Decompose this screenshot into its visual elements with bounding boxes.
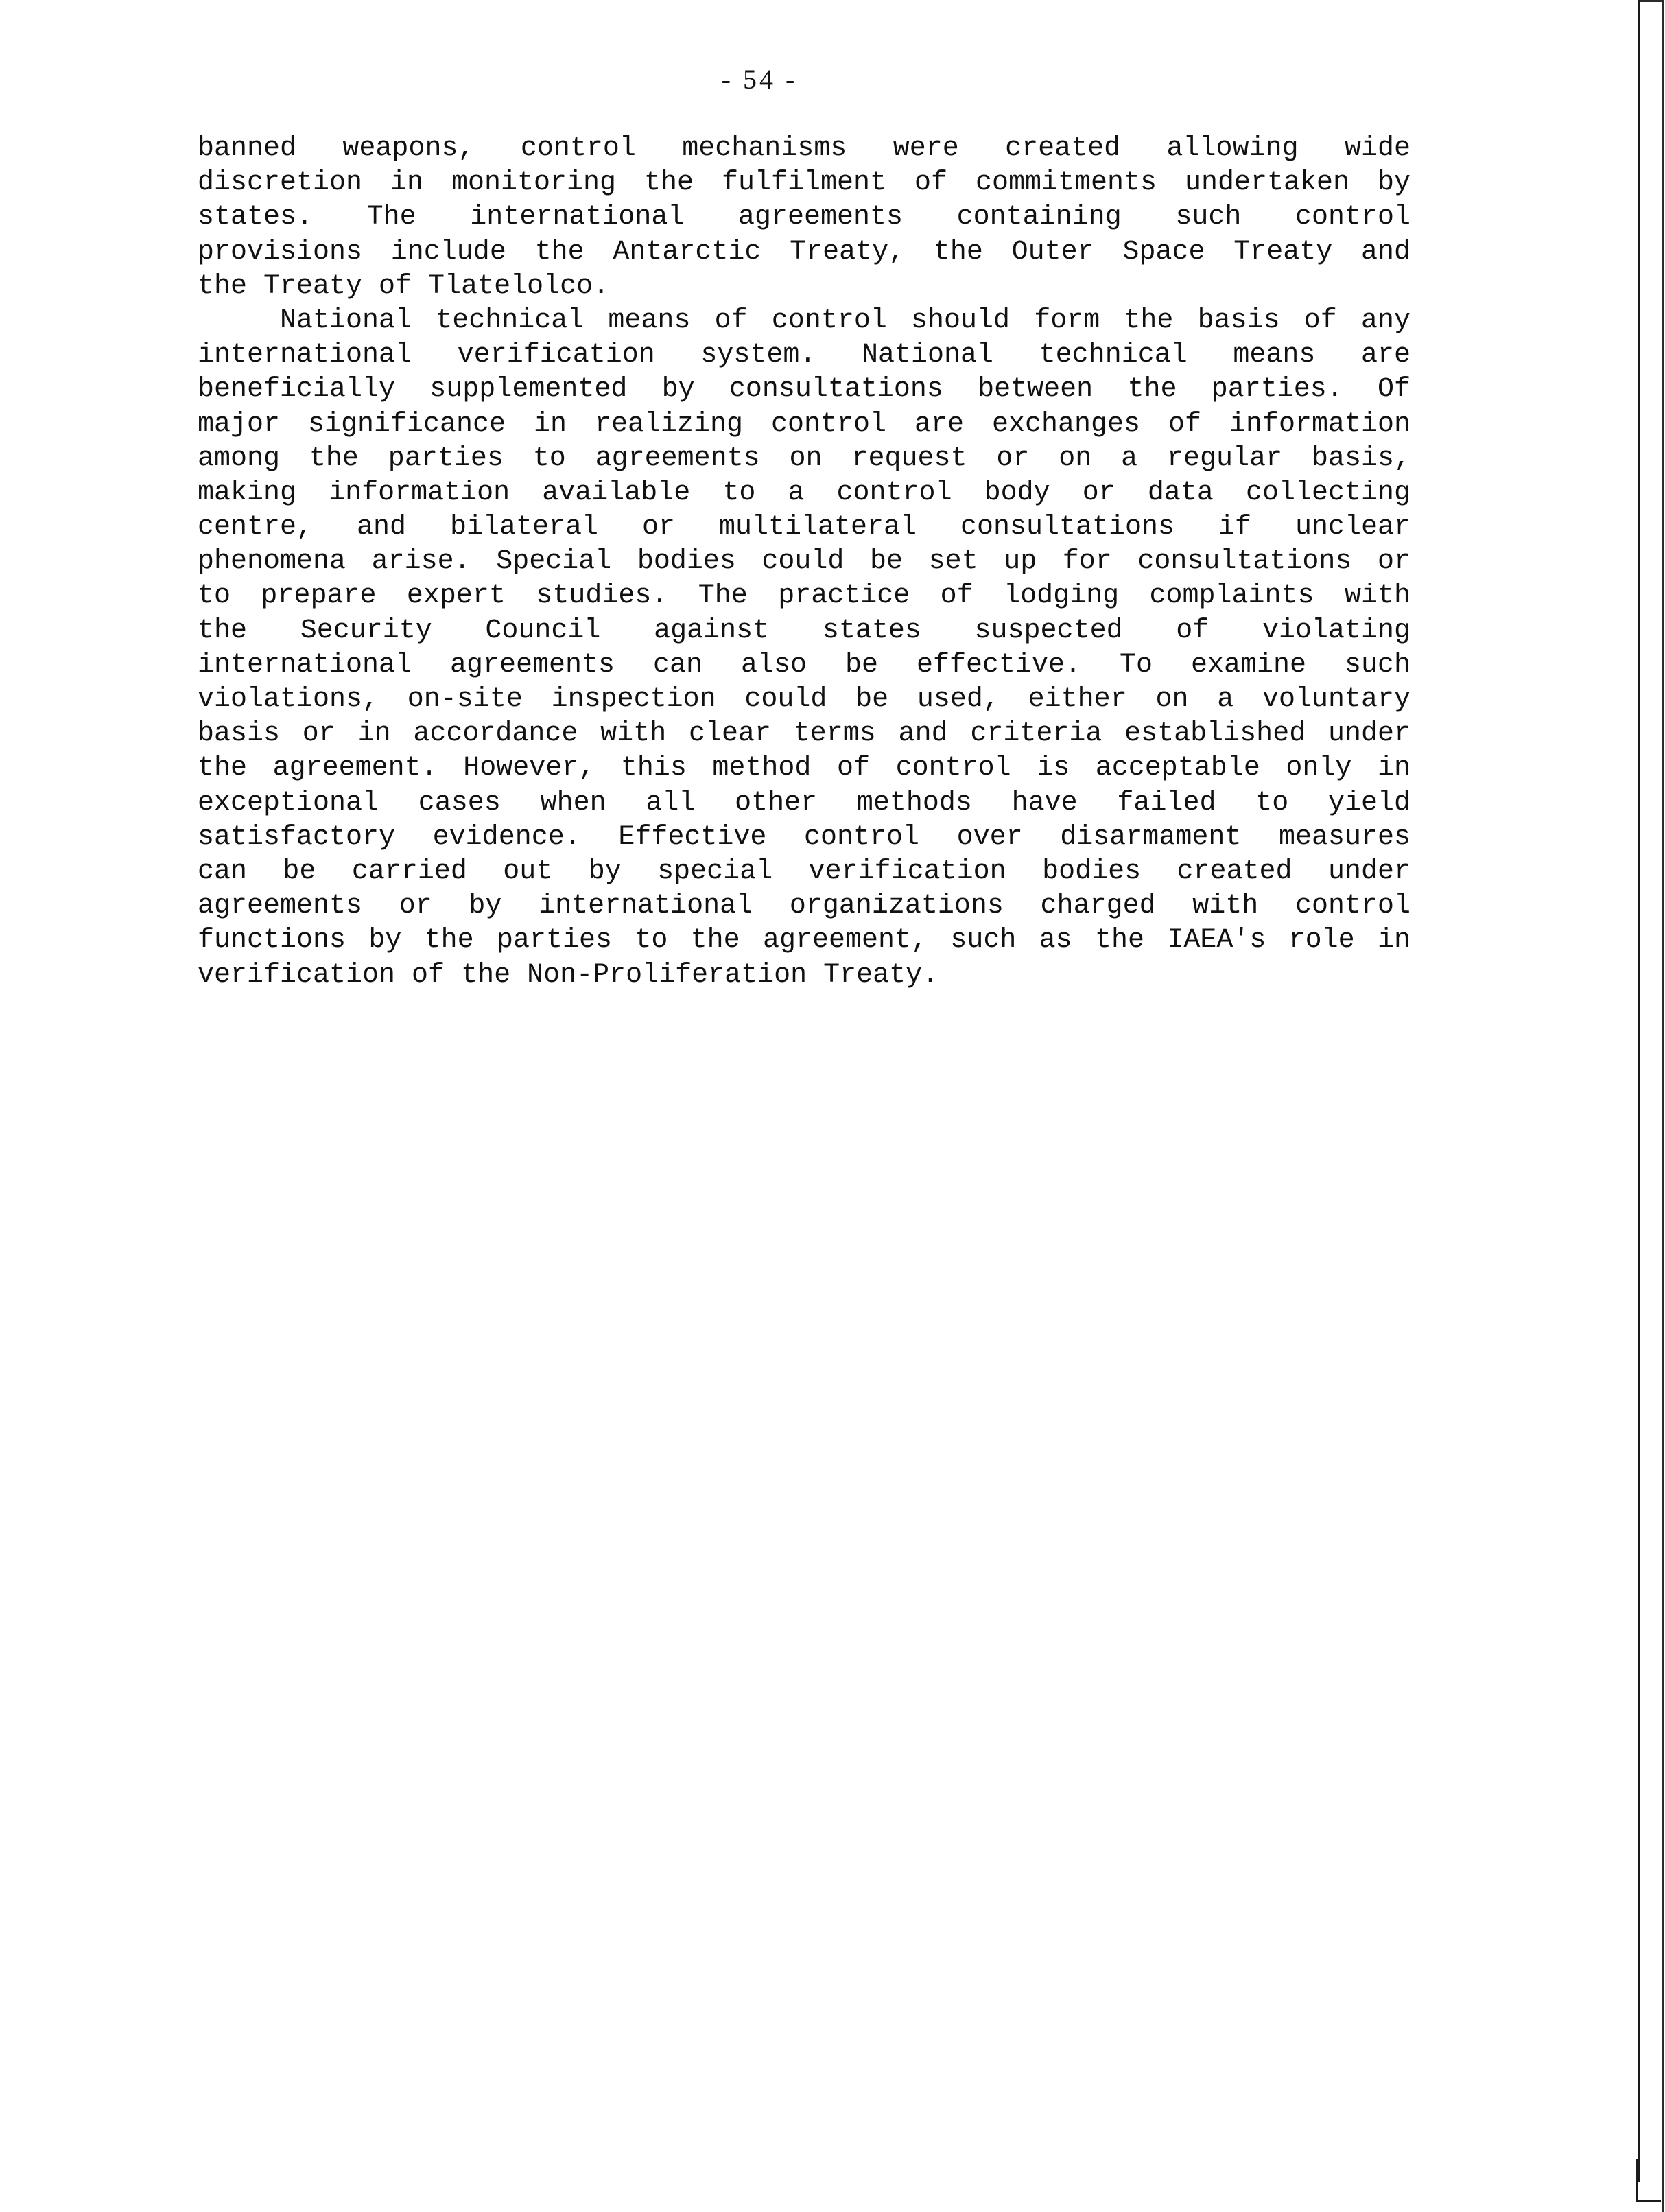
text-line: the agreement. However, this method of control is acceptable only in xyxy=(198,753,1410,784)
text-line: National technical means of control should form the basis of any xyxy=(280,305,1410,336)
text-line: basis or in accordance with clear terms and criteria established under xyxy=(198,718,1410,750)
text-line: phenomena arise. Special bodies could be set up for consultations or xyxy=(198,546,1410,578)
text-line: states. The international agreements containing such control xyxy=(198,202,1410,233)
text-line: international verification system. National technical means are xyxy=(198,340,1410,371)
text-line: violations, on-site inspection could be used, either on a voluntary xyxy=(198,684,1410,716)
page-number: - 54 - xyxy=(721,64,798,95)
body-text xyxy=(198,132,1410,993)
scan-edge-line-outer xyxy=(1662,0,1664,2212)
text-line: verification of the Non-Proliferation Treaty. xyxy=(198,959,939,991)
text-line: to prepare expert studies. The practice of lodging complaints with xyxy=(198,580,1410,612)
text-line: banned weapons, control mechanisms were created allowing wide xyxy=(198,133,1410,164)
text-line: major significance in realizing control are exchanges of information xyxy=(198,408,1410,440)
text-line: beneficially supplemented by consultations between the parties. Of xyxy=(198,374,1410,405)
text-line: international agreements can also be effective. To examine such xyxy=(198,649,1410,681)
text-line: discretion in monitoring the fulfilment of commitments undertaken by xyxy=(198,167,1410,199)
scan-edge-top xyxy=(1638,0,1664,2)
text-line: agreements or by international organizations charged with control xyxy=(198,891,1410,922)
text-line: satisfactory evidence. Effective control over disarmament measures xyxy=(198,821,1410,853)
scan-edge-bracket xyxy=(1636,2159,1661,2202)
text-line: the Security Council against states suspected of violating xyxy=(198,615,1410,646)
text-line: the Treaty of Tlatelolco. xyxy=(198,270,610,302)
text-line: can be carried out by special verification bodies created under xyxy=(198,856,1410,887)
text-line: provisions include the Antarctic Treaty, the Outer Space Treaty and xyxy=(198,236,1410,268)
text-line: centre, and bilateral or multilateral consultations if unclear xyxy=(198,512,1410,543)
text-line: making information available to a control body or data collecting xyxy=(198,477,1410,508)
text-line: exceptional cases when all other methods have failed to yield xyxy=(198,787,1410,819)
text-line: among the parties to agreements on request or on a regular basis, xyxy=(198,443,1410,474)
text-line: functions by the parties to the agreement, such as the IAEA's role in xyxy=(198,925,1410,956)
scan-edge-line xyxy=(1638,0,1640,2182)
